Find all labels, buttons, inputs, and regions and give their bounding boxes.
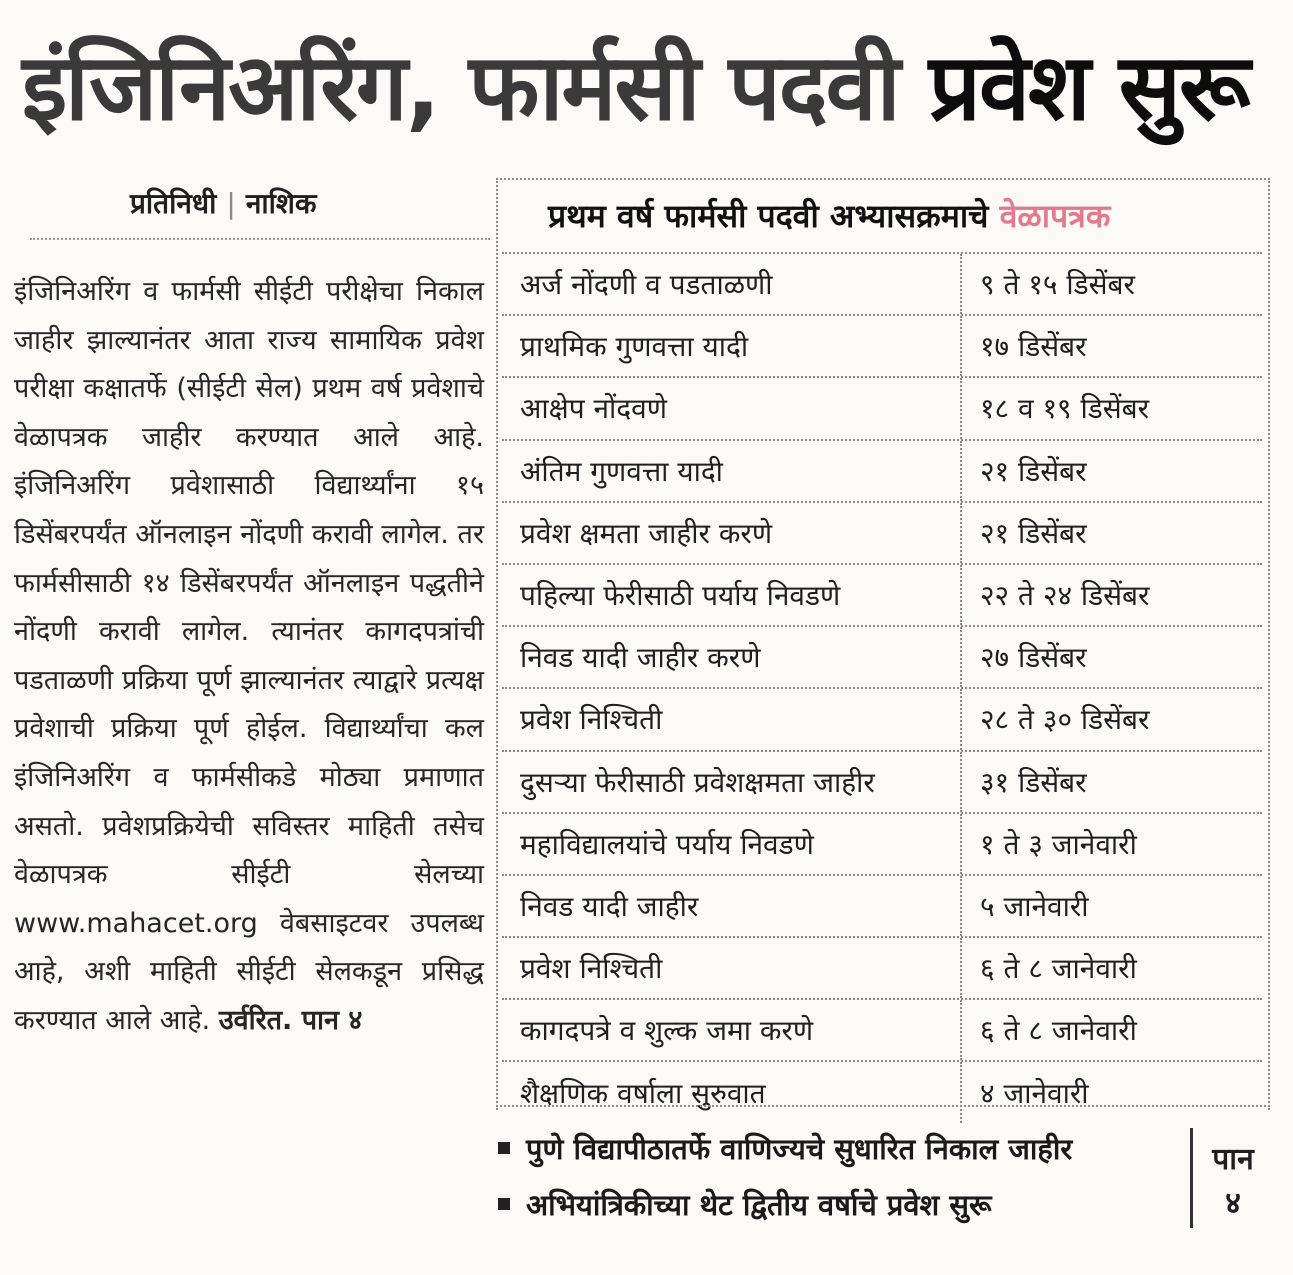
schedule-title-highlight: वेळापत्रक bbox=[999, 197, 1111, 235]
activity-cell: आक्षेप नोंदवणे bbox=[502, 378, 962, 438]
list-item bbox=[498, 1176, 1188, 1232]
activity-cell: अंतिम गुणवत्ता यादी bbox=[502, 441, 962, 501]
schedule-title bbox=[548, 194, 1110, 237]
table-row bbox=[502, 501, 1262, 563]
activity-cell: शैक्षणिक वर्षाला सुरुवात bbox=[502, 1062, 962, 1122]
activity-cell: निवड यादी जाहीर bbox=[502, 876, 962, 936]
article-text: इंजिनिअरिंग व फार्मसी सीईटी परीक्षेचा निकाल जाहीर झाल्यानंतर आता राज्य सामायिक प्रवेश परीक्षा कक्षातर्फे (सीईटी सेल) प्रथम वर्ष प्रवेशाचे वेळापत्रक जाहीर करण्यात आले आहे. इंजिनिअरिंग प्रवेशासाठी विद्यार्थ्यांना १५ डिसेंबरपर्यंत ऑनलाइन नोंदणी करावी लागेल. तर फार्मसीसाठी १४ डिसेंबरपर्यंत ऑनलाइन पद्धतीने नोंदणी करावी लागेल. त्यानंतर कागदपत्रांची पडताळणी प्रक्रिया पूर्ण झाल्यानंतर त्याद्वारे प्रत्यक्ष प्रवेशाची प्रक्रिया पूर्ण होईल. विद्यार्थ्यांचा कल इंजिनिअरिंग व फार्मसीकडे मोठ्या प्रमाणात असतो. प्रवेशप्रक्रियेची सविस्तर माहिती तसेच वेळापत्रक सीईटी सेलच्या www.mahacet.org वेबसाइटवर उपलब्ध आहे, अशी माहिती सीईटी सेलकडून प्रसिद्ध करण्यात आले आहे. bbox=[14, 276, 484, 1036]
table-row bbox=[502, 812, 1262, 874]
date-cell: २२ ते २४ डिसेंबर bbox=[980, 579, 1150, 613]
table-row bbox=[502, 687, 1262, 749]
byline-reporter: प्रतिनिधी bbox=[130, 187, 217, 220]
table-row bbox=[502, 439, 1262, 501]
square-bullet-icon bbox=[498, 1142, 510, 1154]
date-cell: ४ जानेवारी bbox=[980, 1076, 1089, 1110]
date-cell: २८ ते ३० डिसेंबर bbox=[980, 703, 1150, 737]
also-read-divider bbox=[1190, 1128, 1193, 1228]
date-cell: ३१ डिसेंबर bbox=[980, 765, 1087, 799]
also-read-list bbox=[498, 1120, 1188, 1232]
date-cell: ५ जानेवारी bbox=[980, 889, 1089, 923]
headline-part-2: प्रवेश सुरू bbox=[928, 34, 1249, 141]
headline-part-1: इंजिनिअरिंग, फार्मसी पदवी bbox=[22, 34, 899, 141]
byline-separator: | bbox=[226, 187, 236, 220]
activity-cell: अर्ज नोंदणी व पडताळणी bbox=[502, 254, 962, 314]
page-reference bbox=[1198, 1138, 1268, 1226]
table-row bbox=[502, 936, 1262, 998]
table-row bbox=[502, 314, 1262, 376]
table-row bbox=[502, 1060, 1262, 1122]
page-number: ४ bbox=[1225, 1186, 1241, 1221]
table-row bbox=[502, 750, 1262, 812]
activity-cell: प्रवेश क्षमता जाहीर करणे bbox=[502, 503, 962, 563]
article-body bbox=[14, 268, 484, 1046]
date-cell: १७ डिसेंबर bbox=[980, 330, 1087, 364]
table-row bbox=[502, 998, 1262, 1060]
article-continued: उर्वरित. पान ४ bbox=[218, 1004, 363, 1036]
square-bullet-icon bbox=[498, 1198, 510, 1210]
table-row bbox=[502, 563, 1262, 625]
date-cell: १८ व १९ डिसेंबर bbox=[980, 392, 1150, 426]
activity-cell: निवड यादी जाहीर करणे bbox=[502, 627, 962, 687]
activity-cell: पहिल्या फेरीसाठी पर्याय निवडणे bbox=[502, 565, 962, 625]
table-row bbox=[502, 252, 1262, 314]
headline bbox=[22, 18, 1272, 158]
activity-cell: प्रवेश निश्चिती bbox=[502, 938, 962, 998]
date-cell: १ ते ३ जानेवारी bbox=[980, 827, 1137, 861]
schedule-bottom-rule bbox=[496, 1105, 1266, 1107]
date-cell: २१ डिसेंबर bbox=[980, 516, 1087, 550]
date-cell: ९ ते १५ डिसेंबर bbox=[980, 268, 1135, 302]
byline-divider bbox=[30, 238, 490, 240]
byline bbox=[130, 184, 316, 222]
date-cell: २१ डिसेंबर bbox=[980, 454, 1087, 488]
activity-cell: प्रवेश निश्चिती bbox=[502, 689, 962, 749]
date-cell: ६ ते ८ जानेवारी bbox=[980, 1014, 1137, 1048]
page-label: पान bbox=[1212, 1142, 1254, 1177]
schedule-rows bbox=[502, 252, 1262, 1123]
table-row bbox=[502, 625, 1262, 687]
activity-cell: प्राथमिक गुणवत्ता यादी bbox=[502, 316, 962, 376]
schedule-table bbox=[496, 178, 1270, 1110]
also-read-text: अभियांत्रिकीच्या थेट द्वितीय वर्षाचे प्रवेश सुरू bbox=[526, 1187, 992, 1222]
also-read-text: पुणे विद्यापीठातर्फे वाणिज्यचे सुधारित निकाल जाहीर bbox=[526, 1131, 1073, 1166]
activity-cell: कागदपत्रे व शुल्क जमा करणे bbox=[502, 1000, 962, 1060]
date-cell: २७ डिसेंबर bbox=[980, 641, 1087, 675]
date-cell: ६ ते ८ जानेवारी bbox=[980, 952, 1137, 986]
table-row bbox=[502, 874, 1262, 936]
table-row bbox=[502, 376, 1262, 438]
activity-cell: महाविद्यालयांचे पर्याय निवडणे bbox=[502, 814, 962, 874]
activity-cell: दुसऱ्या फेरीसाठी प्रवेशक्षमता जाहीर bbox=[502, 752, 962, 812]
list-item bbox=[498, 1120, 1188, 1176]
schedule-title-main: प्रथम वर्ष फार्मसी पदवी अभ्यासक्रमाचे bbox=[548, 197, 989, 235]
byline-city: नाशिक bbox=[245, 187, 317, 220]
